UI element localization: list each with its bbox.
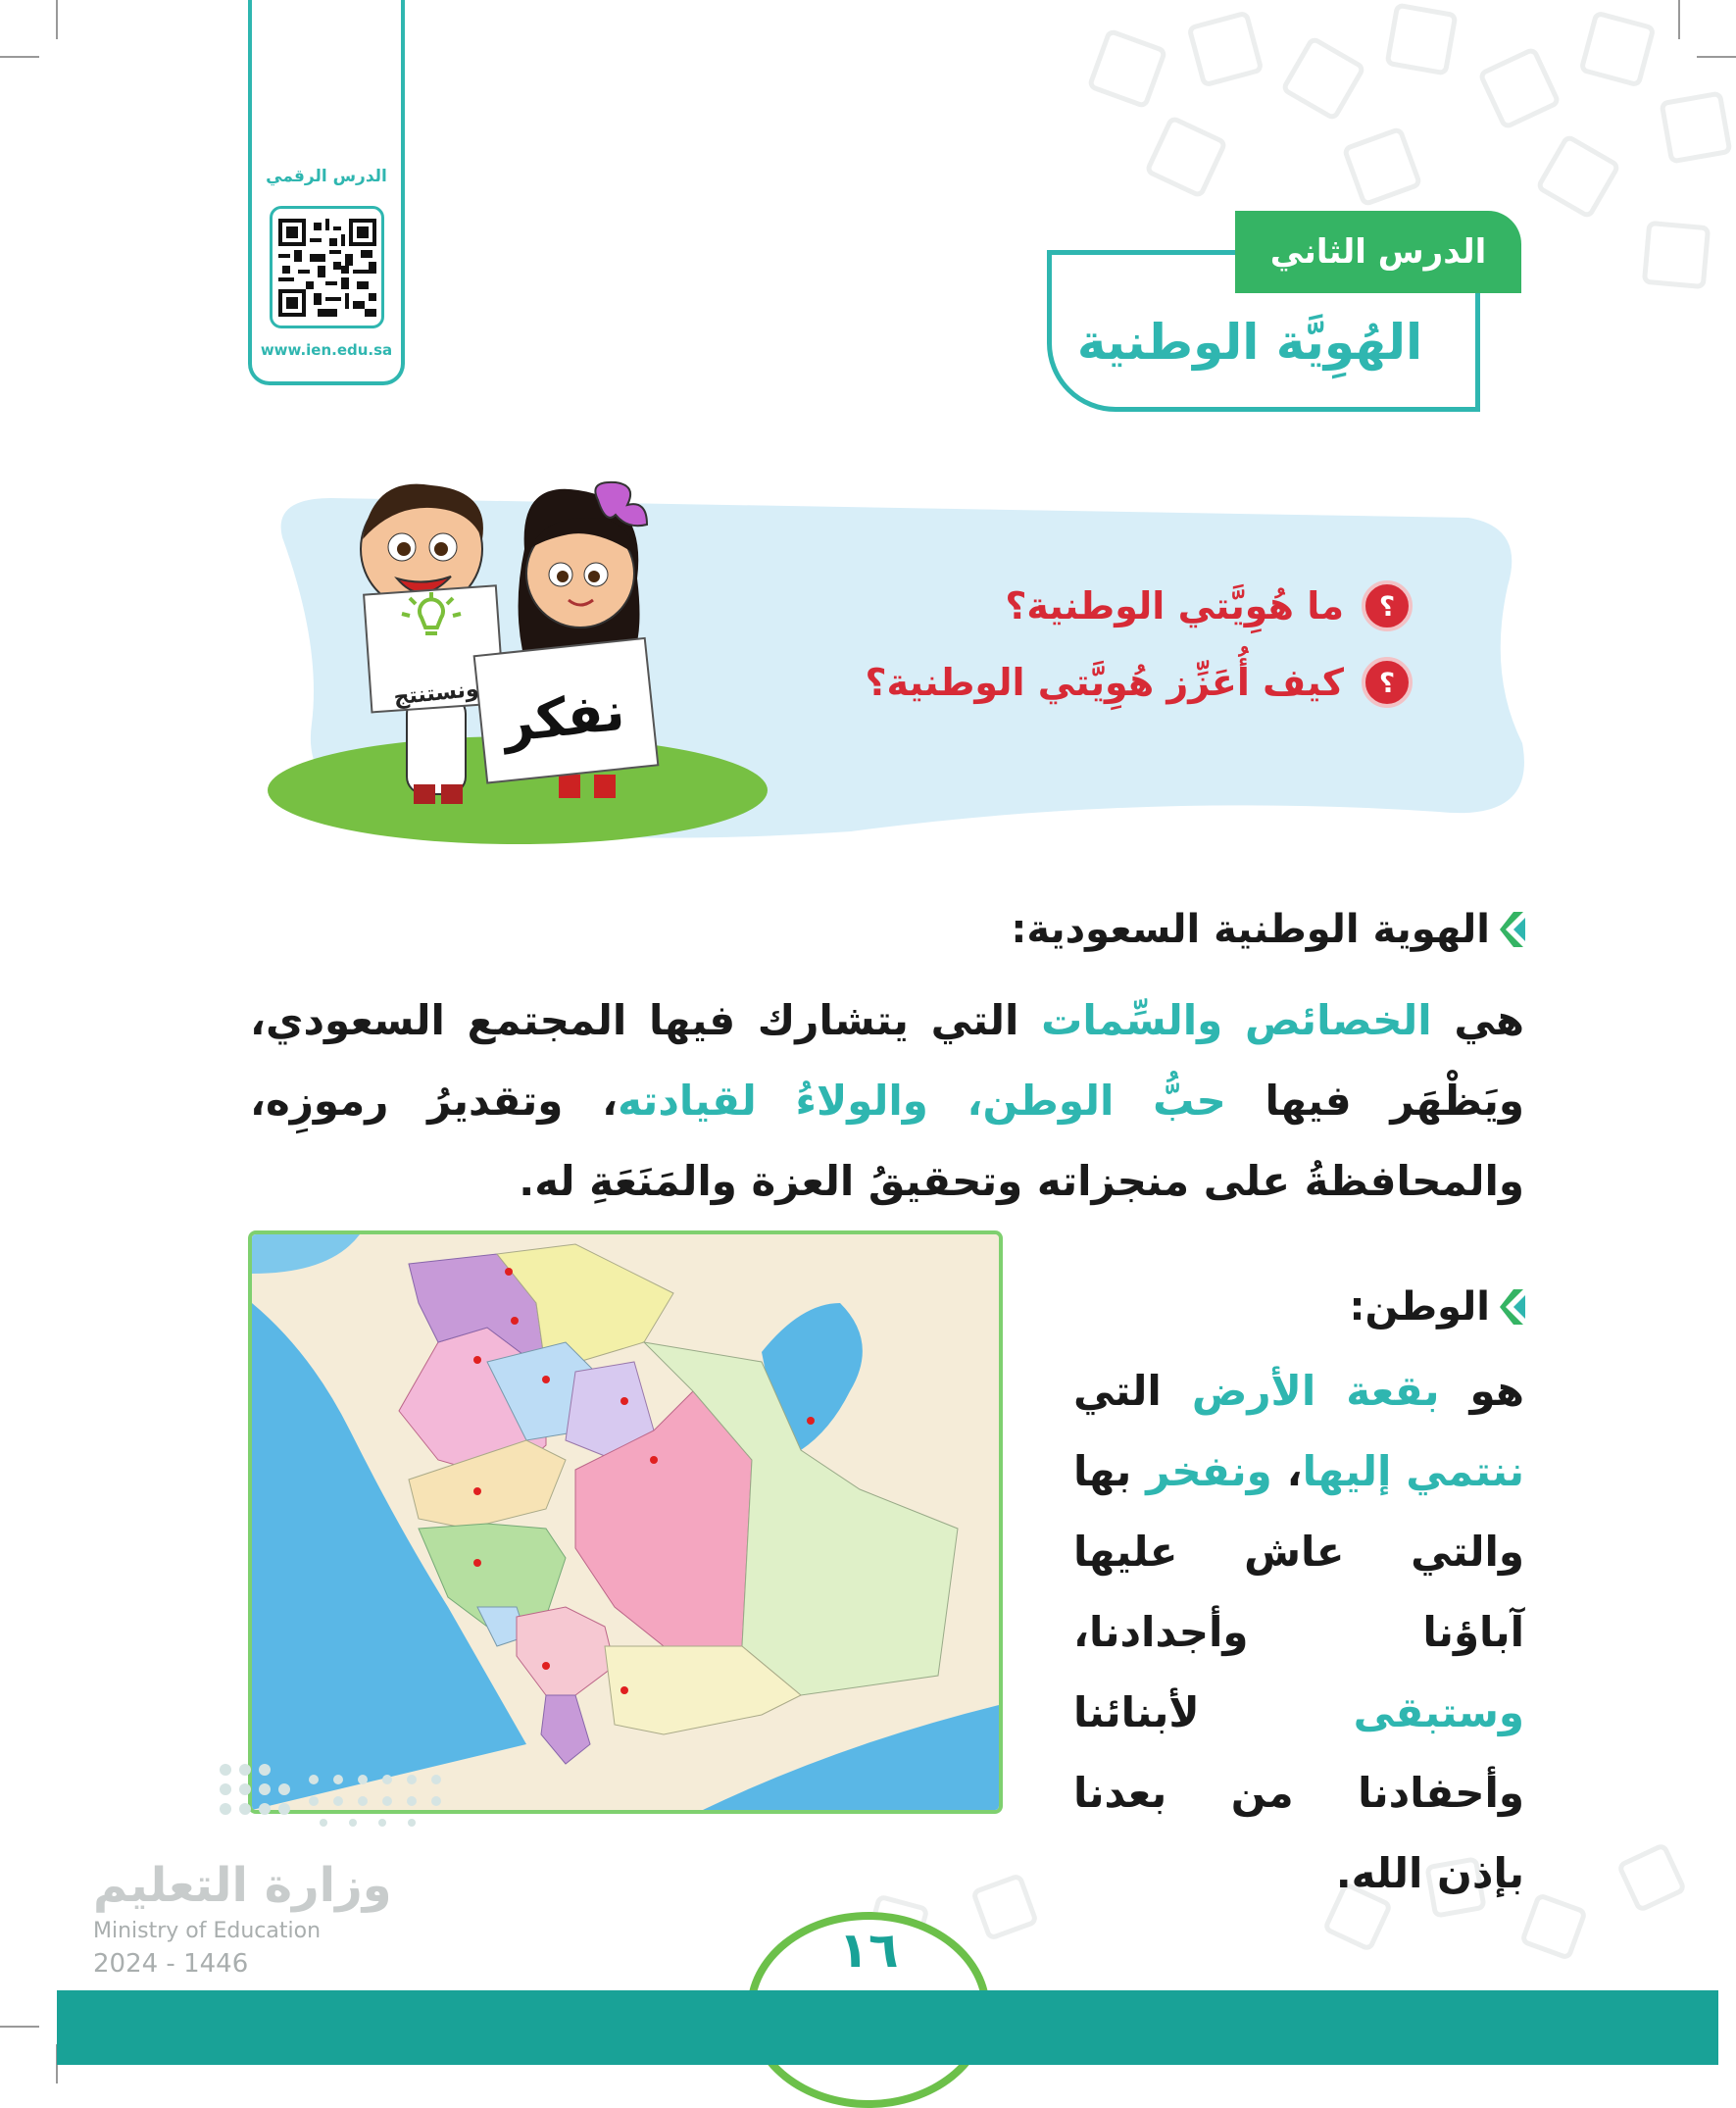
text-run: التي يتشارك فيها المجتمع السعودي، ويَظْهَر فيها <box>250 996 1525 1125</box>
crop-mark <box>0 2026 39 2028</box>
section-heading-text: الوطن: <box>1349 1284 1490 1330</box>
digital-lesson-url[interactable]: www.ien.edu.sa <box>260 341 393 359</box>
section-heading-homeland <box>1350 1284 1525 1330</box>
text-run: ، وتقديرُ رموزِه، والمحافظةُ على منجزاته وتحقيقُ العزة والمَنَعَةِ له. <box>250 1077 1524 1205</box>
question-item <box>866 657 1413 708</box>
ministry-logo <box>93 1858 392 1979</box>
question-text: ما هُوِيَّتي الوطنية؟ <box>1005 584 1344 627</box>
identity-paragraph <box>250 980 1524 1222</box>
homeland-paragraph <box>1073 1351 1524 1914</box>
page-number: ١٦ <box>838 1922 899 1979</box>
text-run: ، <box>1271 1447 1303 1495</box>
sign-think: نفكر <box>499 679 628 755</box>
digital-lesson-box[interactable] <box>248 0 405 385</box>
text-run: بها والتي عاش عليها آباؤنا وأجدادنا، <box>1073 1447 1524 1656</box>
text-run: لأبنائنا وأحفادنا من بعدنا بإذن الله. <box>1073 1688 1524 1897</box>
section-heading-text: الهوية الوطنية السعودية: <box>1011 907 1490 952</box>
crop-mark <box>0 56 39 58</box>
question-item <box>1005 580 1413 631</box>
text-run: هو <box>1439 1367 1524 1415</box>
lesson-number-tab: الدرس الثاني <box>1235 211 1521 293</box>
highlight-text: الخصائص والسِّمات <box>1041 996 1432 1044</box>
crop-mark <box>56 0 58 39</box>
chevron-left-icon <box>1500 910 1525 949</box>
kids-illustration <box>353 480 686 814</box>
sign-conclude: ونستنتج <box>392 677 480 711</box>
question-badge: ؟ <box>1362 657 1413 708</box>
ministry-logo-dots <box>216 1760 461 1838</box>
qr-code-icon <box>278 219 376 317</box>
ministry-name-en: Ministry of Education <box>93 1919 322 1943</box>
qr-code[interactable] <box>270 206 384 328</box>
lesson-title: الهُوِيَّة الوطنية <box>1076 314 1423 371</box>
highlight-text: بقعة الأرض <box>1191 1367 1440 1415</box>
ministry-name-ar: وزارة التعليم <box>93 1858 392 1913</box>
question-badge: ؟ <box>1362 580 1413 631</box>
saudi-map <box>248 1230 1003 1814</box>
text-run: هي <box>1431 996 1524 1044</box>
digital-lesson-title: الدرس الرقمي <box>266 167 387 186</box>
highlight-text: وستبقى <box>1353 1688 1524 1736</box>
highlight-text: ونفخر <box>1146 1447 1272 1495</box>
question-text: كيف أُعَزِّز هُوِيَّتي الوطنية؟ <box>865 661 1344 704</box>
footer-bar <box>57 1990 1718 2065</box>
saudi-regions-map <box>252 1234 999 1810</box>
edition-year: 2024 - 1446 <box>93 1949 249 1979</box>
highlight-text: ننتمي إليها <box>1302 1447 1525 1495</box>
section-heading-identity <box>1011 907 1525 952</box>
chevron-left-icon <box>1500 1287 1525 1327</box>
text-run: التي <box>1073 1367 1192 1415</box>
highlight-text: حبُّ الوطن، والولاءُ لقيادته <box>618 1077 1226 1125</box>
